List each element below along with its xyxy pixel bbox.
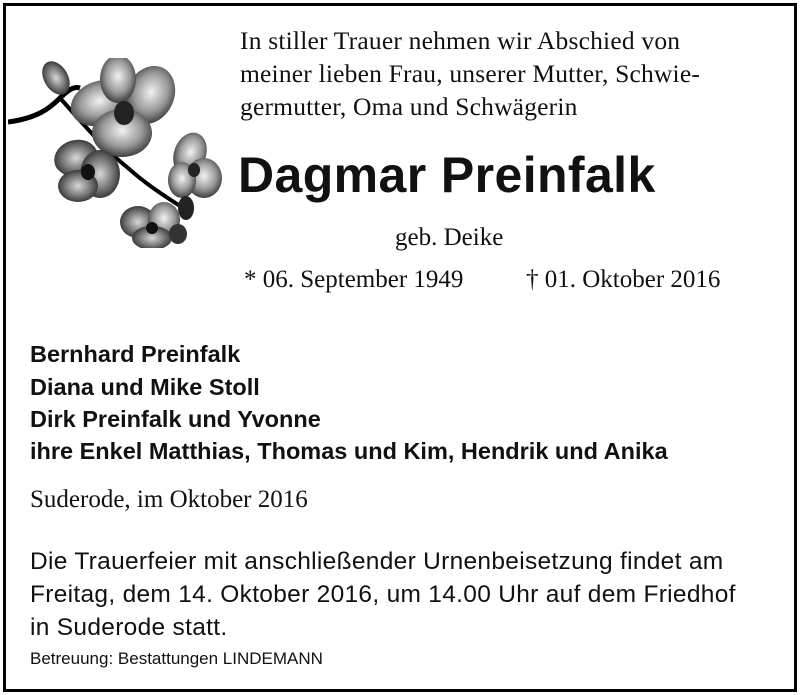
intro-line-2: meiner lieben Frau, unserer Mutter, Schwie- xyxy=(240,59,701,88)
intro-line-1: In stiller Trauer nehmen wir Abschied von xyxy=(240,26,681,55)
ceremony-line-2: Freitag, dem 14. Oktober 2016, um 14.00 Uhr auf dem Friedhof xyxy=(30,581,736,608)
mourner-line: Bernhard Preinfalk xyxy=(30,341,241,367)
birth-date: * 06. September 1949 xyxy=(244,266,464,293)
undertaker-credit: Betreuung: Bestattungen LINDEMANN xyxy=(30,649,323,668)
orchid-branch-icon xyxy=(8,58,223,248)
ceremony-line-1: Die Trauerfeier mit anschließender Urnenbeisetzung findet am xyxy=(30,548,724,575)
ceremony-line-3: in Suderode statt. xyxy=(30,614,228,641)
deceased-name: Dagmar Preinfalk xyxy=(238,147,656,203)
mourner-line: Diana und Mike Stoll xyxy=(30,374,260,400)
mourner-line: Dirk Preinfalk und Yvonne xyxy=(30,406,321,432)
intro-line-3: germutter, Oma und Schwägerin xyxy=(240,92,578,121)
place-date: Suderode, im Oktober 2016 xyxy=(30,486,308,513)
birth-name: geb. Deike xyxy=(395,224,504,251)
mourner-line: ihre Enkel Matthias, Thomas und Kim, Hendrik und Anika xyxy=(30,438,668,464)
death-date: † 01. Oktober 2016 xyxy=(526,266,721,293)
